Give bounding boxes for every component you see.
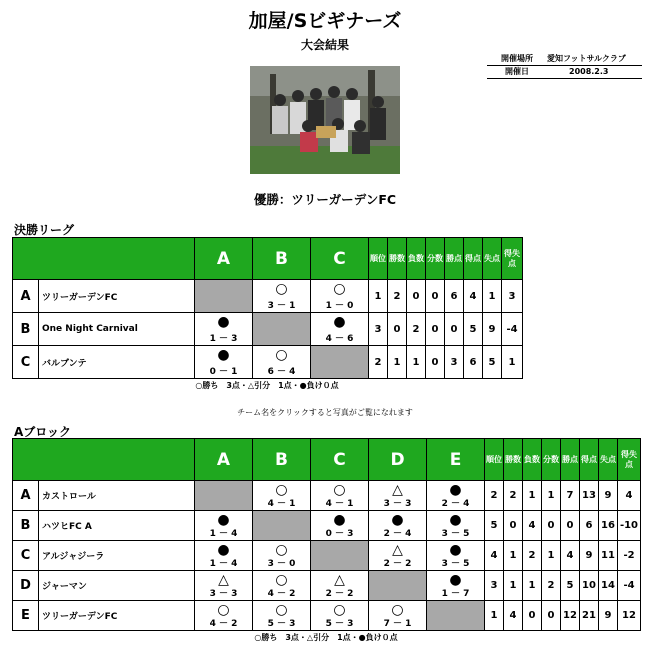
match-score: 2 － 2 <box>383 559 412 569</box>
self-match-cell <box>253 313 311 346</box>
team-name-link: One Night Carnival <box>39 313 195 346</box>
stat-cell: 14 <box>599 571 618 601</box>
match-score: 5 － 3 <box>325 619 354 629</box>
stat-cell: 5 <box>561 571 580 601</box>
final-league-title: 決勝リーグ <box>14 223 75 237</box>
stat-cell: 10 <box>580 571 599 601</box>
result-symbol: ● <box>217 542 230 558</box>
block-a-table <box>12 438 641 631</box>
stat-cell: 2 <box>523 541 542 571</box>
stat-cell: 1 <box>369 280 388 313</box>
block-a-col-c: C <box>311 439 369 481</box>
stat-cell: 13 <box>580 481 599 511</box>
stat-header-rank: 順位 <box>485 439 504 481</box>
final-col-a: A <box>195 238 253 280</box>
stat-cell: 0 <box>523 601 542 631</box>
self-match-cell <box>195 280 253 313</box>
match-result-cell <box>253 601 311 631</box>
match-score: 1 － 4 <box>209 559 238 569</box>
stat-header-points: 勝点 <box>445 238 464 280</box>
result-symbol: ○ <box>275 542 288 558</box>
result-symbol: △ <box>218 572 229 588</box>
stat-header-goal-diff: 得失点 <box>618 439 641 481</box>
date-label: 開催日 <box>505 67 529 76</box>
match-result-cell <box>369 601 427 631</box>
block-a-header-row <box>13 439 641 481</box>
table-row <box>13 511 641 541</box>
result-symbol: ○ <box>275 281 288 297</box>
result-symbol: ○ <box>333 602 346 618</box>
stat-cell: -2 <box>618 541 641 571</box>
table-row <box>13 541 641 571</box>
stat-cell: 6 <box>464 346 483 379</box>
result-symbol: △ <box>334 572 345 588</box>
stat-header-points: 勝点 <box>561 439 580 481</box>
stat-cell: 1 <box>483 280 502 313</box>
match-result-cell <box>427 511 485 541</box>
match-result-cell <box>311 601 369 631</box>
stat-cell: 9 <box>599 481 618 511</box>
stat-cell: 0 <box>407 280 426 313</box>
result-symbol: ○ <box>333 281 346 297</box>
result-symbol: △ <box>392 542 403 558</box>
stat-header-goals-for: 得点 <box>464 238 483 280</box>
match-score: 3 － 1 <box>267 301 296 311</box>
stat-cell: 12 <box>618 601 641 631</box>
match-score: 7 － 1 <box>383 619 412 629</box>
result-symbol: ● <box>333 512 346 528</box>
row-label: C <box>13 541 39 571</box>
stat-cell: 9 <box>599 601 618 631</box>
self-match-cell <box>195 481 253 511</box>
stat-cell: 3 <box>485 571 504 601</box>
team-name-link[interactable]: カストロール <box>39 481 195 511</box>
stat-cell: 0 <box>504 511 523 541</box>
self-match-cell <box>311 541 369 571</box>
table-row <box>13 280 523 313</box>
stat-cell: 3 <box>369 313 388 346</box>
team-photo-image <box>250 66 400 174</box>
final-col-c: C <box>311 238 369 280</box>
match-result-cell <box>311 313 369 346</box>
stat-header-goals-against: 失点 <box>599 439 618 481</box>
stat-header-goals-against: 失点 <box>483 238 502 280</box>
self-match-cell <box>311 346 369 379</box>
stat-cell: 0 <box>445 313 464 346</box>
table-row <box>13 313 523 346</box>
stat-cell: 2 <box>504 481 523 511</box>
stat-cell: 9 <box>483 313 502 346</box>
stat-cell: 1 <box>523 571 542 601</box>
stat-cell: 3 <box>502 280 523 313</box>
stat-header-wins: 勝数 <box>388 238 407 280</box>
stat-cell: 7 <box>561 481 580 511</box>
result-symbol: ● <box>217 512 230 528</box>
stat-cell: 1 <box>388 346 407 379</box>
match-result-cell <box>369 541 427 571</box>
stat-cell: 21 <box>580 601 599 631</box>
stat-header-rank: 順位 <box>369 238 388 280</box>
result-symbol: ● <box>333 314 346 330</box>
match-score: 0 － 1 <box>209 367 238 377</box>
final-legend: ○勝ち 3点・△引分 1点・●負け０点 <box>195 381 339 390</box>
result-symbol: △ <box>392 482 403 498</box>
click-note: チーム名をクリックすると写真がご覧になれます <box>237 408 413 417</box>
result-symbol: ● <box>449 512 462 528</box>
team-name-link[interactable]: ツリーガーデンFC <box>39 601 195 631</box>
match-result-cell <box>253 481 311 511</box>
match-result-cell <box>427 481 485 511</box>
stat-cell: 4 <box>485 541 504 571</box>
stat-cell: 1 <box>542 481 561 511</box>
stat-header-losses: 負数 <box>407 238 426 280</box>
stat-cell: 1 <box>504 571 523 601</box>
result-symbol: ○ <box>275 572 288 588</box>
row-label: B <box>13 313 39 346</box>
match-score: 0 － 3 <box>325 529 354 539</box>
match-result-cell <box>311 280 369 313</box>
page-title: 加屋/Sビギナーズ <box>248 10 402 32</box>
stat-header-losses: 負数 <box>523 439 542 481</box>
stat-cell: 5 <box>485 511 504 541</box>
stat-header-draws: 分数 <box>426 238 445 280</box>
stat-cell: 4 <box>464 280 483 313</box>
final-col-b: B <box>253 238 311 280</box>
stat-cell: 0 <box>561 511 580 541</box>
stat-cell: 4 <box>523 511 542 541</box>
stat-cell: 16 <box>599 511 618 541</box>
team-name-link: ツリーガーデンFC <box>39 280 195 313</box>
match-result-cell <box>195 541 253 571</box>
page-subtitle: 大会結果 <box>300 38 349 52</box>
stat-cell: 1 <box>407 346 426 379</box>
match-score: 3 － 3 <box>209 589 238 599</box>
match-result-cell <box>427 541 485 571</box>
result-symbol: ○ <box>333 482 346 498</box>
stat-cell: 12 <box>561 601 580 631</box>
match-score: 1 － 7 <box>441 589 470 599</box>
block-a-col-b: B <box>253 439 311 481</box>
match-score: 3 － 5 <box>441 529 470 539</box>
stat-cell: -10 <box>618 511 641 541</box>
stat-header-goals-for: 得点 <box>580 439 599 481</box>
match-result-cell <box>195 571 253 601</box>
match-score: 3 － 5 <box>441 559 470 569</box>
result-symbol: ○ <box>275 347 288 363</box>
date-value: 2008.2.3 <box>569 67 609 76</box>
match-score: 1 － 4 <box>209 529 238 539</box>
row-label: C <box>13 346 39 379</box>
stat-cell: 4 <box>504 601 523 631</box>
final-header-blank <box>13 238 195 280</box>
match-score: 6 － 4 <box>267 367 296 377</box>
stat-cell: -4 <box>502 313 523 346</box>
stat-cell: 4 <box>561 541 580 571</box>
row-label: B <box>13 511 39 541</box>
final-header-row <box>13 238 523 280</box>
table-row <box>13 481 641 511</box>
stat-cell: 2 <box>485 481 504 511</box>
stat-cell: 0 <box>426 346 445 379</box>
match-score: 1 － 3 <box>209 334 238 344</box>
match-score: 2 － 4 <box>441 499 470 509</box>
stat-cell: 2 <box>407 313 426 346</box>
stat-cell: 9 <box>580 541 599 571</box>
stat-cell: 11 <box>599 541 618 571</box>
match-result-cell <box>369 511 427 541</box>
table-row <box>13 346 523 379</box>
stat-cell: 1 <box>502 346 523 379</box>
match-score: 4 － 1 <box>325 499 354 509</box>
stat-cell: 2 <box>542 571 561 601</box>
date-row <box>487 66 642 79</box>
match-result-cell <box>311 481 369 511</box>
match-result-cell <box>427 571 485 601</box>
stat-header-wins: 勝数 <box>504 439 523 481</box>
stat-cell: 5 <box>464 313 483 346</box>
block-a-col-e: E <box>427 439 485 481</box>
event-info <box>487 53 642 79</box>
stat-cell: 0 <box>426 280 445 313</box>
result-symbol: ○ <box>391 602 404 618</box>
stat-cell: 5 <box>483 346 502 379</box>
stat-cell: 6 <box>580 511 599 541</box>
match-result-cell <box>253 541 311 571</box>
table-row <box>13 601 641 631</box>
self-match-cell <box>253 511 311 541</box>
self-match-cell <box>427 601 485 631</box>
match-score: 3 － 3 <box>383 499 412 509</box>
table-row <box>13 571 641 601</box>
self-match-cell <box>369 571 427 601</box>
row-label: A <box>13 280 39 313</box>
stat-cell: 1 <box>542 541 561 571</box>
stat-cell: 0 <box>426 313 445 346</box>
stat-cell: 2 <box>369 346 388 379</box>
match-score: 4 － 2 <box>267 589 296 599</box>
venue-label: 開催場所 <box>501 54 533 63</box>
team-name-link[interactable]: ジャーマン <box>39 571 195 601</box>
stat-cell: -4 <box>618 571 641 601</box>
team-name-link[interactable]: アルジャジーラ <box>39 541 195 571</box>
match-score: 1 － 0 <box>325 301 354 311</box>
match-result-cell <box>195 313 253 346</box>
stat-cell: 0 <box>388 313 407 346</box>
match-result-cell <box>369 481 427 511</box>
block-a-legend: ○勝ち 3点・△引分 1点・●負け０点 <box>254 633 398 642</box>
result-symbol: ● <box>217 347 230 363</box>
stat-cell: 2 <box>388 280 407 313</box>
team-name-link[interactable]: ハツヒFC A <box>39 511 195 541</box>
stat-cell: 0 <box>542 601 561 631</box>
stat-cell: 1 <box>523 481 542 511</box>
block-a-col-a: A <box>195 439 253 481</box>
winner-text: 優勝：ツリーガーデンFC <box>253 192 397 207</box>
result-symbol: ○ <box>275 602 288 618</box>
venue-row <box>487 53 642 66</box>
stat-cell: 0 <box>542 511 561 541</box>
team-photo <box>250 66 400 174</box>
result-symbol: ● <box>449 572 462 588</box>
result-symbol: ○ <box>275 482 288 498</box>
stat-cell: 1 <box>504 541 523 571</box>
stat-cell: 3 <box>445 346 464 379</box>
match-result-cell <box>195 346 253 379</box>
venue-value: 愛知フットサルクラブ <box>547 54 626 63</box>
match-score: 5 － 3 <box>267 619 296 629</box>
result-symbol: ● <box>449 482 462 498</box>
block-a-col-d: D <box>369 439 427 481</box>
result-symbol: ● <box>449 542 462 558</box>
match-result-cell <box>253 280 311 313</box>
stat-cell: 4 <box>618 481 641 511</box>
result-symbol: ● <box>391 512 404 528</box>
match-result-cell <box>253 571 311 601</box>
match-result-cell <box>311 571 369 601</box>
match-score: 4 － 6 <box>325 334 354 344</box>
row-label: A <box>13 481 39 511</box>
block-a-title: Aブロック <box>14 425 72 439</box>
match-score: 4 － 2 <box>209 619 238 629</box>
stat-header-goal-diff: 得失点 <box>502 238 523 280</box>
result-symbol: ● <box>217 314 230 330</box>
match-score: 2 － 2 <box>325 589 354 599</box>
stat-header-draws: 分数 <box>542 439 561 481</box>
match-score: 3 － 0 <box>267 559 296 569</box>
final-league-table <box>12 237 523 379</box>
match-score: 2 － 4 <box>383 529 412 539</box>
row-label: E <box>13 601 39 631</box>
match-result-cell <box>311 511 369 541</box>
result-symbol: ○ <box>217 602 230 618</box>
match-result-cell <box>195 511 253 541</box>
match-result-cell <box>253 346 311 379</box>
row-label: D <box>13 571 39 601</box>
team-name-link: バルブンテ <box>39 346 195 379</box>
block-a-header-blank <box>13 439 195 481</box>
stat-cell: 1 <box>485 601 504 631</box>
stat-cell: 6 <box>445 280 464 313</box>
match-result-cell <box>195 601 253 631</box>
match-score: 4 － 1 <box>267 499 296 509</box>
